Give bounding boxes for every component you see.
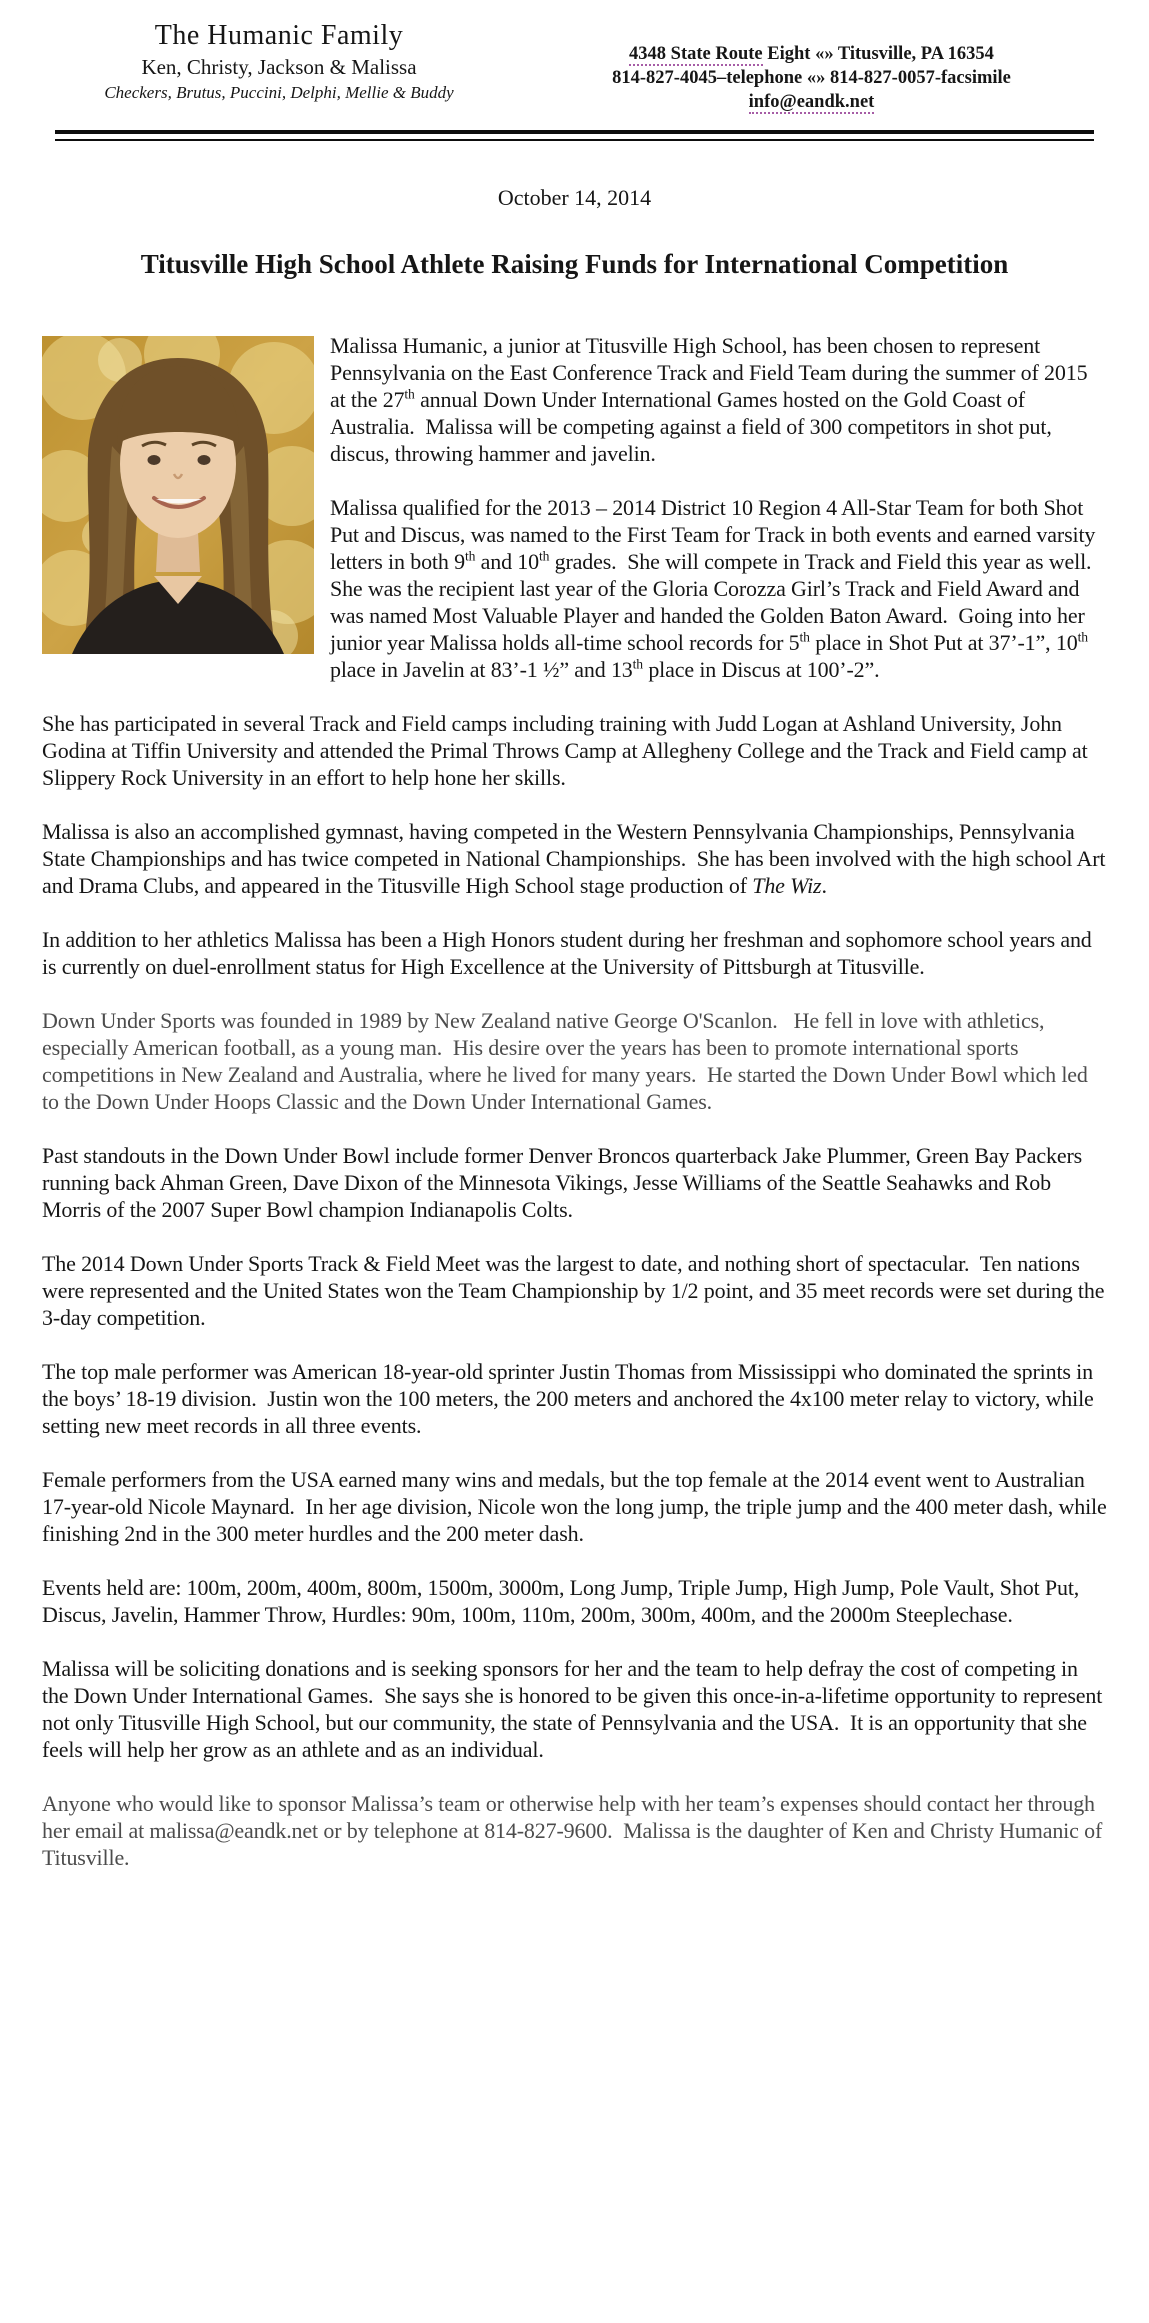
address-line xyxy=(514,42,1109,66)
letterhead xyxy=(0,0,1149,114)
address-rest: Eight «» Titusville, PA 16354 xyxy=(762,44,994,64)
family-pets: Checkers, Brutus, Puccini, Delphi, Mellie & Buddy xyxy=(104,83,454,102)
paragraph-text: Past standouts in the Down Under Bowl include former Denver Broncos quarterback Jake Plummer, Green Bay Packers running back Ahman Green, Dave Dixon of the Minnesota Vikings, Jesse Williams of the Seattle Seahawks and Rob Morris of the 2007 Super Bowl champion Indianapolis Colts. xyxy=(42,1143,1088,1223)
letterhead-divider xyxy=(55,130,1094,141)
document-date: October 14, 2014 xyxy=(497,185,652,210)
paragraph-text: Events held are: 100m, 200m, 400m, 800m, 1500m, 3000m, Long Jump, Triple Jump, High Jump, Pole Vault, Shot Put, Discus, Javelin, Hammer Throw, Hurdles: 90m, 100m, 110m, 200m, 300m, 400m, and the 2000m Steeplechase. xyxy=(42,1575,1085,1628)
paragraph xyxy=(42,1358,1107,1439)
paragraph-text: place in Javelin at 83’-1 ½” and 13 xyxy=(330,630,1094,683)
superscript-text: th xyxy=(464,548,476,564)
paragraph xyxy=(42,1007,1107,1115)
paragraph-text: The Wiz xyxy=(752,873,822,899)
paragraph-text: Female performers from the USA earned many wins and medals, but the top female at the 2014 event went to Australian 17-year-old Nicole Maynard. In her age division, Nicole won the long jump, the triple jump and the 400 meter dash, while finishing 2nd in the 300 meter hurdles and the 200 meter dash. xyxy=(42,1467,1112,1547)
paragraph-text: She has participated in several Track and Field camps including training with Judd Logan at Ashland University, John Godina at Tiffin University and attended the Primal Throws Camp at Allegheny College and the Track and Field camp at Slippery Rock University in an effort to help hone her skills. xyxy=(42,711,1093,791)
paragraph-text: grades. She will compete in Track and Field this year as well. She was the recipient last year of the Gloria Corozza Girl’s Track and Field Award and was named Most Valuable Player and handed the Golden Baton Award. Going into her junior year Malissa holds all-time school records for 5 xyxy=(330,549,1103,656)
portrait-photo-graphic xyxy=(42,336,314,654)
paragraph-text: and 10 xyxy=(475,549,539,575)
phone-fax-line: 814-827-4045–telephone «» 814-827-0057-facsimile xyxy=(612,68,1011,88)
family-title: The Humanic Family xyxy=(154,20,404,51)
paragraph-text: Down Under Sports was founded in 1989 by New Zealand native George O'Scanlon. He fell in love with athletics, especially American football, as a young man. His desire over the years has been to promote international sports competitions in New Zealand and Australia, where he lived for many years. He started the Down Under Bowl which led to the Down Under Hoops Classic and the Down Under International Games. xyxy=(42,1008,1094,1115)
paragraph-text: Malissa is also an accomplished gymnast, having competed in the Western Pennsylvania Championships, Pennsylvania State Championships and has twice competed in National Championships. She has been involved with the high school Art and Drama Clubs, and appeared in the Titusville High School stage production of xyxy=(42,819,1111,899)
paragraph xyxy=(42,1790,1107,1871)
paragraph-text: . xyxy=(821,873,827,899)
superscript-text: th xyxy=(538,548,550,564)
paragraph-text: Malissa will be soliciting donations and is seeking sponsors for her and the team to help defray the cost of competing in the Down Under International Games. She says she is honored to be given this once-in-a-lifetime opportunity to represent not only Titusville High School, but our community, the state of Pennsylvania and the USA. It is an opportunity that she feels will help her grow as an athlete and as an individual. xyxy=(42,1656,1108,1763)
family-members: Ken, Christy, Jackson & Malissa xyxy=(141,55,417,79)
email-address: info@eandk.net xyxy=(748,92,875,112)
paragraph-text: Anyone who would like to sponsor Malissa’s team or otherwise help with her team’s expenses should contact her through her email at malissa@eandk.net or by telephone at 814-827-9600. Malissa is the daughter of Ken and Christy Humanic of Titusville. xyxy=(42,1791,1108,1871)
paragraph xyxy=(42,926,1107,980)
paragraph-text: The 2014 Down Under Sports Track & Field Meet was the largest to date, and nothing short of spectacular. Ten nations were represented and the United States won the Team Championship by 1/2 point, and 35 meet records were set during the 3-day competition. xyxy=(42,1251,1110,1331)
superscript-text: th xyxy=(404,386,415,402)
paragraph-text: Malissa Humanic, a junior at Titusville High School, has been chosen to represent Pennsylvania on the East Conference Track and Field Team during the summer of 2015 at the 27 xyxy=(330,333,1093,413)
letterhead-family-block xyxy=(44,20,514,114)
paragraph xyxy=(42,818,1111,899)
paragraph-text: In addition to her athletics Malissa has been a High Honors student during her freshman and sophomore school years and is currently on duel-enrollment status for High Excellence at the University of Pittsburgh at Titusville. xyxy=(42,927,1098,980)
document-body xyxy=(0,298,1149,1918)
address-underlined: 4348 State Route xyxy=(629,44,763,64)
superscript-text: th xyxy=(632,656,643,672)
paragraph-text: place in Shot Put at 37’-1”, 10 xyxy=(809,630,1078,656)
superscript-text: th xyxy=(1077,629,1088,645)
letterhead-contact-block xyxy=(514,20,1109,114)
paragraph-text: annual Down Under International Games hosted on the Gold Coast of Australia. Malissa will be competing against a field of 300 competitors in shot put, discus, throwing hammer and javelin. xyxy=(330,387,1058,467)
portrait-photo xyxy=(42,336,314,654)
paragraph xyxy=(42,1466,1112,1547)
paragraph-text: place in Discus at 100’-2”. xyxy=(642,657,880,683)
email-line xyxy=(514,90,1109,114)
paragraph xyxy=(42,1655,1107,1763)
paragraph xyxy=(42,710,1107,791)
paragraph xyxy=(42,1250,1110,1331)
paragraph-text: The top male performer was American 18-year-old sprinter Justin Thomas from Mississippi who dominated the sprints in the boys’ 18-19 division. Justin won the 100 meters, the 200 meters and anchored the 4x100 meter relay to victory, while setting new meet records in all three events. xyxy=(42,1359,1100,1439)
paragraph xyxy=(42,1574,1107,1628)
paragraph xyxy=(42,1142,1107,1223)
superscript-text: th xyxy=(799,629,810,645)
paragraph-text: Malissa qualified for the 2013 – 2014 District 10 Region 4 All-Star Team for both Shot Put and Discus, was named to the First Team for Track in both events and earned varsity letters in both 9 xyxy=(330,495,1101,575)
headline: Titusville High School Athlete Raising Funds for International Competition xyxy=(140,249,1009,279)
